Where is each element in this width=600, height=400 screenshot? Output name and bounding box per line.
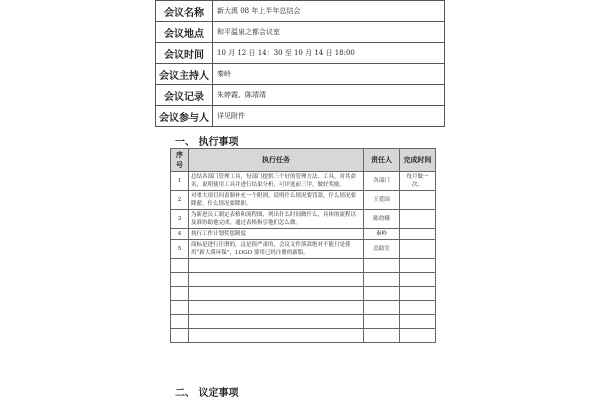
empty-row xyxy=(171,301,436,315)
task-text: 总结各部门管理工具，每部门提供三个好的管理方法、工具，对其命名，说明使用工具并进行结果分析，可评选前三甲，做好奖励。 xyxy=(189,172,364,191)
meeting-info-label: 会议主持人 xyxy=(156,64,213,85)
task-no: 1 xyxy=(171,172,189,191)
meeting-info-value: 详见附件 xyxy=(213,106,445,127)
task-no: 2 xyxy=(171,191,189,210)
meeting-info-value: 和平温泉之都会议室 xyxy=(213,22,445,43)
meeting-info-value: 10 月 12 日 14：30 至 10 月 14 日 18:00 xyxy=(213,43,445,64)
meeting-info-value: 朱婷霞、陈靖靖 xyxy=(213,85,445,106)
meeting-info-label: 会议记录 xyxy=(156,85,213,106)
task-deadline xyxy=(400,229,436,240)
meeting-info-label: 会议名称 xyxy=(156,1,213,22)
meeting-info-row xyxy=(156,85,445,106)
task-owner: 总助室 xyxy=(364,240,400,259)
col-header-task: 执行任务 xyxy=(189,149,364,172)
task-row xyxy=(171,210,436,229)
section-heading-tasks: 一、 执行事项 xyxy=(175,137,239,148)
task-row xyxy=(171,229,436,240)
task-deadline xyxy=(400,240,436,259)
section-heading-decisions: 二、 议定事项 xyxy=(175,388,239,399)
meeting-info-label: 会议参与人 xyxy=(156,106,213,127)
task-owner: 王爱国 xyxy=(364,191,400,210)
task-text: 对重大项目问责制补充一个附则，说明什么情况要罚款，什么情况要降薪，什么情况要降职。 xyxy=(189,191,364,210)
task-no: 5 xyxy=(171,240,189,259)
empty-row xyxy=(171,273,436,287)
meeting-info-value: 秦岭 xyxy=(213,64,445,85)
task-owner: 陈幼娥 xyxy=(364,210,400,229)
col-header-no: 序号 xyxy=(171,149,189,172)
task-row xyxy=(171,240,436,259)
task-owner: 各部门 xyxy=(364,172,400,191)
meeting-info-row xyxy=(156,1,445,22)
task-text: 商标是进行注册的，这是很严肃的，会议文件落款绝对不能只是使用“新大禹环保”，LOGO 要用已经注册的新版。 xyxy=(189,240,364,259)
col-header-owner: 责任人 xyxy=(364,149,400,172)
col-header-deadline: 完成时间 xyxy=(400,149,436,172)
meeting-info-row xyxy=(156,64,445,85)
meeting-info-table xyxy=(155,0,445,127)
task-owner: 秦岭 xyxy=(364,229,400,240)
meeting-info-row xyxy=(156,106,445,127)
empty-row xyxy=(171,329,436,343)
meeting-info-label: 会议地点 xyxy=(156,22,213,43)
meeting-info-row xyxy=(156,43,445,64)
empty-row xyxy=(171,287,436,301)
meeting-info-value: 新大禹 08 年上半年总结会 xyxy=(213,1,445,22)
task-text: 为新进员工制定表格和流程图，列出什么时间做什么，具体的流程以及谁协助他完成，通过表格指引他们怎么做。 xyxy=(189,210,364,229)
task-deadline xyxy=(400,191,436,210)
task-deadline xyxy=(400,210,436,229)
task-row xyxy=(171,191,436,210)
document-page xyxy=(155,0,445,400)
task-row xyxy=(171,172,436,191)
tasks-table xyxy=(170,148,436,343)
empty-row xyxy=(171,259,436,273)
task-text: 执行工作计划奖惩制度 xyxy=(189,229,364,240)
task-no: 3 xyxy=(171,210,189,229)
task-deadline: 每月做一次。 xyxy=(400,172,436,191)
task-no: 4 xyxy=(171,229,189,240)
meeting-info-row xyxy=(156,22,445,43)
tasks-header-row xyxy=(171,149,436,172)
meeting-info-label: 会议时间 xyxy=(156,43,213,64)
empty-row xyxy=(171,315,436,329)
